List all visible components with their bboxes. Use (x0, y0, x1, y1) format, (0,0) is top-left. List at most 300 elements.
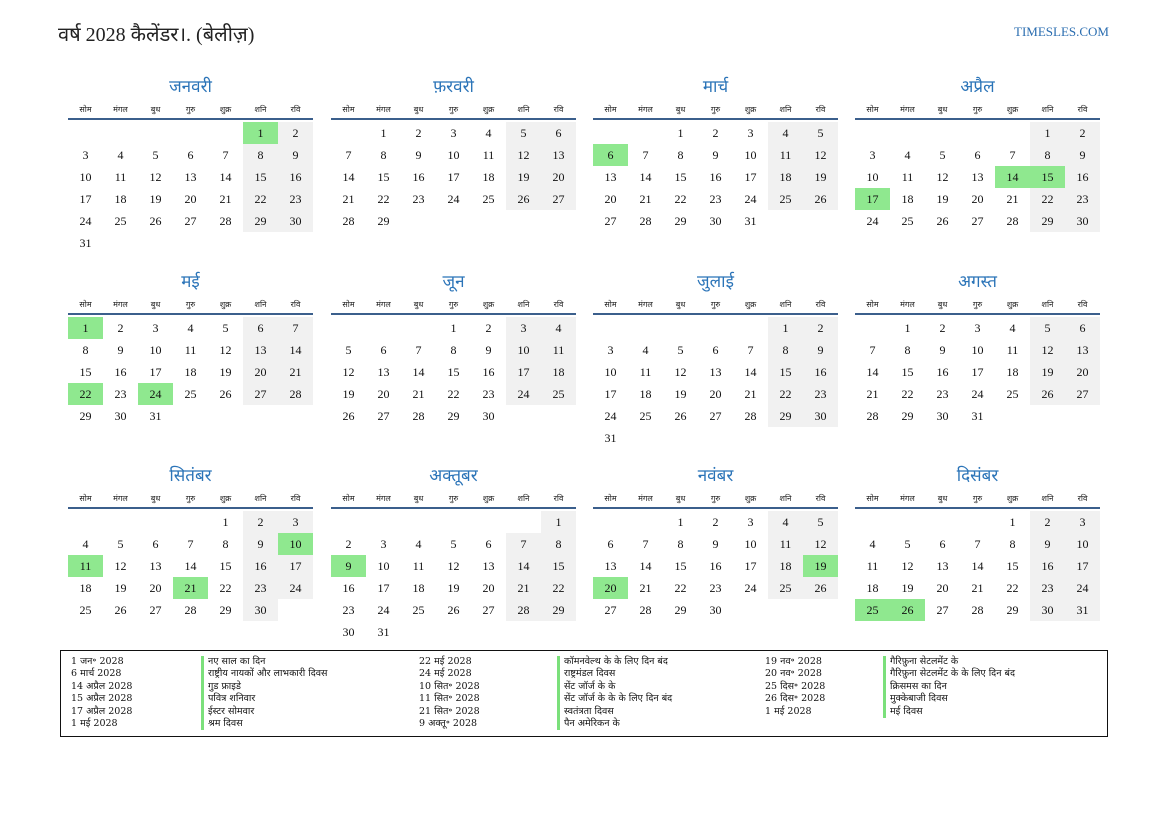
day-cell[interactable]: 26 (114, 603, 127, 617)
day-cell[interactable]: 6 (485, 537, 492, 551)
day-cell[interactable]: 14 (342, 170, 355, 184)
day-cell[interactable]: 2 (485, 321, 492, 335)
day-cell[interactable]: 12 (901, 559, 914, 573)
day-cell[interactable]: 22 (674, 581, 687, 595)
day-cell[interactable]: 21 (971, 581, 984, 595)
day-cell[interactable]: 13 (377, 365, 390, 379)
day-cell[interactable]: 5 (450, 537, 457, 551)
day-cell[interactable]: 25 (184, 387, 197, 401)
day-cell[interactable]: 6 (380, 343, 387, 357)
day-cell[interactable]: 30 (482, 409, 495, 423)
day-cell[interactable]: 27 (936, 603, 949, 617)
day-cell[interactable]: 20 (482, 581, 495, 595)
day-cell[interactable]: 5 (803, 122, 838, 144)
day-cell[interactable]: 24 (744, 192, 757, 206)
day-cell[interactable]: 11 (901, 170, 914, 184)
day-cell[interactable]: 2 (278, 122, 313, 144)
day-cell[interactable]: 6 (243, 317, 278, 339)
day-cell[interactable]: 12 (1030, 339, 1065, 361)
day-cell[interactable]: 31 (79, 236, 92, 250)
day-cell[interactable]: 3 (747, 126, 754, 140)
day-cell[interactable]: 12 (114, 559, 127, 573)
day-cell[interactable]: 21 (506, 577, 541, 599)
day-cell[interactable]: 8 (904, 343, 911, 357)
day-cell[interactable]: 22 (219, 581, 232, 595)
day-cell[interactable]: 10 (1065, 533, 1100, 555)
day-cell[interactable]: 27 (184, 214, 197, 228)
day-cell[interactable]: 14 (506, 555, 541, 577)
day-cell[interactable]: 7 (642, 148, 649, 162)
day-cell[interactable]: 12 (674, 365, 687, 379)
day-cell[interactable]: 8 (1030, 144, 1065, 166)
day-cell[interactable]: 29 (674, 603, 687, 617)
day-cell[interactable]: 25 (541, 383, 576, 405)
day-cell[interactable]: 25 (639, 409, 652, 423)
day-cell[interactable]: 7 (506, 533, 541, 555)
day-cell[interactable]: 15 (79, 365, 92, 379)
day-cell[interactable]: 26 (447, 603, 460, 617)
day-cell[interactable]: 12 (506, 144, 541, 166)
day-cell[interactable]: 6 (607, 537, 614, 551)
day-cell[interactable]: 27 (604, 603, 617, 617)
day-cell[interactable]: 14 (971, 559, 984, 573)
day-cell[interactable]: 4 (187, 321, 194, 335)
day-cell[interactable]: 5 (904, 537, 911, 551)
day-cell[interactable]: 26 (149, 214, 162, 228)
day-cell[interactable]: 19 (149, 192, 162, 206)
day-cell[interactable]: 18 (768, 166, 803, 188)
holiday-day[interactable]: 22 (68, 383, 103, 405)
holiday-day[interactable]: 24 (138, 383, 173, 405)
day-cell[interactable]: 28 (866, 409, 879, 423)
day-cell[interactable]: 14 (866, 365, 879, 379)
day-cell[interactable]: 16 (803, 361, 838, 383)
day-cell[interactable]: 15 (1006, 559, 1019, 573)
day-cell[interactable]: 9 (803, 339, 838, 361)
day-cell[interactable]: 31 (971, 409, 984, 423)
holiday-day[interactable]: 21 (173, 577, 208, 599)
day-cell[interactable]: 23 (936, 387, 949, 401)
day-cell[interactable]: 27 (149, 603, 162, 617)
day-cell[interactable]: 9 (1030, 533, 1065, 555)
day-cell[interactable]: 5 (506, 122, 541, 144)
day-cell[interactable]: 15 (219, 559, 232, 573)
day-cell[interactable]: 10 (79, 170, 92, 184)
day-cell[interactable]: 9 (712, 537, 719, 551)
day-cell[interactable]: 7 (974, 537, 981, 551)
day-cell[interactable]: 20 (604, 192, 617, 206)
day-cell[interactable]: 7 (415, 343, 422, 357)
day-cell[interactable]: 20 (377, 387, 390, 401)
day-cell[interactable]: 27 (604, 214, 617, 228)
day-cell[interactable]: 16 (243, 555, 278, 577)
day-cell[interactable]: 16 (709, 170, 722, 184)
day-cell[interactable]: 18 (1006, 365, 1019, 379)
day-cell[interactable]: 4 (904, 148, 911, 162)
day-cell[interactable]: 14 (278, 339, 313, 361)
day-cell[interactable]: 3 (152, 321, 159, 335)
day-cell[interactable]: 18 (114, 192, 127, 206)
day-cell[interactable]: 6 (974, 148, 981, 162)
day-cell[interactable]: 16 (114, 365, 127, 379)
day-cell[interactable]: 24 (447, 192, 460, 206)
day-cell[interactable]: 26 (936, 214, 949, 228)
day-cell[interactable]: 16 (936, 365, 949, 379)
day-cell[interactable]: 20 (184, 192, 197, 206)
day-cell[interactable]: 2 (803, 317, 838, 339)
day-cell[interactable]: 19 (803, 166, 838, 188)
day-cell[interactable]: 9 (1065, 144, 1100, 166)
day-cell[interactable]: 30 (278, 210, 313, 232)
day-cell[interactable]: 11 (184, 343, 197, 357)
day-cell[interactable]: 19 (1030, 361, 1065, 383)
holiday-day[interactable]: 15 (1030, 166, 1065, 188)
day-cell[interactable]: 1 (450, 321, 457, 335)
holiday-day[interactable]: 14 (995, 166, 1030, 188)
day-cell[interactable]: 21 (639, 192, 652, 206)
day-cell[interactable]: 5 (222, 321, 229, 335)
day-cell[interactable]: 25 (768, 577, 803, 599)
day-cell[interactable]: 29 (541, 599, 576, 621)
holiday-day[interactable]: 17 (855, 188, 890, 210)
day-cell[interactable]: 27 (541, 188, 576, 210)
day-cell[interactable]: 12 (803, 533, 838, 555)
day-cell[interactable]: 8 (677, 537, 684, 551)
day-cell[interactable]: 1 (380, 126, 387, 140)
day-cell[interactable]: 14 (219, 170, 232, 184)
day-cell[interactable]: 13 (541, 144, 576, 166)
day-cell[interactable]: 4 (117, 148, 124, 162)
day-cell[interactable]: 25 (79, 603, 92, 617)
day-cell[interactable]: 27 (377, 409, 390, 423)
day-cell[interactable]: 3 (278, 511, 313, 533)
day-cell[interactable]: 13 (971, 170, 984, 184)
day-cell[interactable]: 20 (243, 361, 278, 383)
day-cell[interactable]: 27 (1065, 383, 1100, 405)
day-cell[interactable]: 28 (639, 603, 652, 617)
day-cell[interactable]: 31 (1065, 599, 1100, 621)
day-cell[interactable]: 17 (744, 559, 757, 573)
day-cell[interactable]: 21 (219, 192, 232, 206)
day-cell[interactable]: 23 (709, 581, 722, 595)
day-cell[interactable]: 28 (639, 214, 652, 228)
day-cell[interactable]: 23 (412, 192, 425, 206)
day-cell[interactable]: 9 (485, 343, 492, 357)
day-cell[interactable]: 3 (747, 515, 754, 529)
day-cell[interactable]: 20 (149, 581, 162, 595)
day-cell[interactable]: 10 (744, 148, 757, 162)
day-cell[interactable]: 22 (541, 577, 576, 599)
day-cell[interactable]: 24 (604, 409, 617, 423)
day-cell[interactable]: 17 (744, 170, 757, 184)
day-cell[interactable]: 29 (1006, 603, 1019, 617)
day-cell[interactable]: 17 (1065, 555, 1100, 577)
day-cell[interactable]: 29 (768, 405, 803, 427)
day-cell[interactable]: 9 (939, 343, 946, 357)
day-cell[interactable]: 16 (1065, 166, 1100, 188)
day-cell[interactable]: 16 (412, 170, 425, 184)
day-cell[interactable]: 11 (1006, 343, 1019, 357)
day-cell[interactable]: 3 (869, 148, 876, 162)
day-cell[interactable]: 26 (219, 387, 232, 401)
day-cell[interactable]: 13 (936, 559, 949, 573)
day-cell[interactable]: 8 (768, 339, 803, 361)
day-cell[interactable]: 30 (936, 409, 949, 423)
day-cell[interactable]: 16 (709, 559, 722, 573)
day-cell[interactable]: 3 (380, 537, 387, 551)
day-cell[interactable]: 15 (674, 170, 687, 184)
day-cell[interactable]: 20 (541, 166, 576, 188)
day-cell[interactable]: 19 (506, 166, 541, 188)
day-cell[interactable]: 27 (971, 214, 984, 228)
holiday-day[interactable]: 1 (243, 122, 278, 144)
day-cell[interactable]: 15 (541, 555, 576, 577)
day-cell[interactable]: 17 (149, 365, 162, 379)
day-cell[interactable]: 15 (674, 559, 687, 573)
day-cell[interactable]: 2 (117, 321, 124, 335)
day-cell[interactable]: 4 (415, 537, 422, 551)
day-cell[interactable]: 20 (1065, 361, 1100, 383)
holiday-day[interactable]: 19 (803, 555, 838, 577)
day-cell[interactable]: 26 (1030, 383, 1065, 405)
day-cell[interactable]: 9 (712, 148, 719, 162)
day-cell[interactable]: 18 (768, 555, 803, 577)
day-cell[interactable]: 14 (744, 365, 757, 379)
day-cell[interactable]: 30 (803, 405, 838, 427)
holiday-day[interactable]: 20 (593, 577, 628, 599)
day-cell[interactable]: 4 (869, 537, 876, 551)
day-cell[interactable]: 21 (866, 387, 879, 401)
day-cell[interactable]: 3 (450, 126, 457, 140)
day-cell[interactable]: 1 (677, 126, 684, 140)
day-cell[interactable]: 8 (1009, 537, 1016, 551)
day-cell[interactable]: 30 (709, 603, 722, 617)
day-cell[interactable]: 24 (278, 577, 313, 599)
holiday-day[interactable]: 9 (331, 555, 366, 577)
day-cell[interactable]: 29 (243, 210, 278, 232)
day-cell[interactable]: 19 (901, 581, 914, 595)
day-cell[interactable]: 4 (541, 317, 576, 339)
day-cell[interactable]: 18 (901, 192, 914, 206)
day-cell[interactable]: 8 (243, 144, 278, 166)
day-cell[interactable]: 24 (79, 214, 92, 228)
day-cell[interactable]: 18 (866, 581, 879, 595)
day-cell[interactable]: 19 (936, 192, 949, 206)
day-cell[interactable]: 25 (482, 192, 495, 206)
day-cell[interactable]: 28 (342, 214, 355, 228)
day-cell[interactable]: 5 (117, 537, 124, 551)
day-cell[interactable]: 9 (278, 144, 313, 166)
day-cell[interactable]: 18 (79, 581, 92, 595)
holiday-day[interactable]: 10 (278, 533, 313, 555)
day-cell[interactable]: 20 (971, 192, 984, 206)
day-cell[interactable]: 1 (904, 321, 911, 335)
day-cell[interactable]: 4 (1009, 321, 1016, 335)
day-cell[interactable]: 25 (412, 603, 425, 617)
day-cell[interactable]: 4 (768, 511, 803, 533)
day-cell[interactable]: 23 (1065, 188, 1100, 210)
day-cell[interactable]: 10 (866, 170, 879, 184)
day-cell[interactable]: 29 (674, 214, 687, 228)
day-cell[interactable]: 8 (380, 148, 387, 162)
day-cell[interactable]: 5 (345, 343, 352, 357)
day-cell[interactable]: 16 (482, 365, 495, 379)
day-cell[interactable]: 13 (243, 339, 278, 361)
day-cell[interactable]: 11 (768, 533, 803, 555)
day-cell[interactable]: 14 (639, 170, 652, 184)
day-cell[interactable]: 27 (482, 603, 495, 617)
day-cell[interactable]: 19 (342, 387, 355, 401)
day-cell[interactable]: 19 (447, 581, 460, 595)
day-cell[interactable]: 6 (939, 537, 946, 551)
day-cell[interactable]: 29 (1030, 210, 1065, 232)
day-cell[interactable]: 22 (768, 383, 803, 405)
day-cell[interactable]: 7 (222, 148, 229, 162)
day-cell[interactable]: 3 (1065, 511, 1100, 533)
day-cell[interactable]: 28 (744, 409, 757, 423)
day-cell[interactable]: 24 (377, 603, 390, 617)
day-cell[interactable]: 30 (1030, 599, 1065, 621)
day-cell[interactable]: 17 (506, 361, 541, 383)
day-cell[interactable]: 30 (114, 409, 127, 423)
day-cell[interactable]: 7 (869, 343, 876, 357)
day-cell[interactable]: 29 (901, 409, 914, 423)
day-cell[interactable]: 7 (278, 317, 313, 339)
day-cell[interactable]: 26 (506, 188, 541, 210)
day-cell[interactable]: 16 (342, 581, 355, 595)
day-cell[interactable]: 16 (1030, 555, 1065, 577)
day-cell[interactable]: 28 (1006, 214, 1019, 228)
day-cell[interactable]: 5 (803, 511, 838, 533)
day-cell[interactable]: 20 (936, 581, 949, 595)
day-cell[interactable]: 11 (639, 365, 652, 379)
day-cell[interactable]: 31 (604, 431, 617, 445)
site-link[interactable]: TIMESLES.COM (1014, 24, 1109, 39)
day-cell[interactable]: 8 (541, 533, 576, 555)
day-cell[interactable]: 31 (744, 214, 757, 228)
day-cell[interactable]: 23 (803, 383, 838, 405)
day-cell[interactable]: 13 (482, 559, 495, 573)
day-cell[interactable]: 15 (768, 361, 803, 383)
day-cell[interactable]: 2 (939, 321, 946, 335)
day-cell[interactable]: 23 (243, 577, 278, 599)
day-cell[interactable]: 1 (1009, 515, 1016, 529)
day-cell[interactable]: 14 (184, 559, 197, 573)
day-cell[interactable]: 3 (607, 343, 614, 357)
day-cell[interactable]: 13 (149, 559, 162, 573)
day-cell[interactable]: 20 (709, 387, 722, 401)
day-cell[interactable]: 30 (709, 214, 722, 228)
day-cell[interactable]: 12 (803, 144, 838, 166)
day-cell[interactable]: 11 (482, 148, 495, 162)
day-cell[interactable]: 23 (114, 387, 127, 401)
day-cell[interactable]: 8 (82, 343, 89, 357)
day-cell[interactable]: 9 (415, 148, 422, 162)
day-cell[interactable]: 23 (342, 603, 355, 617)
day-cell[interactable]: 29 (447, 409, 460, 423)
day-cell[interactable]: 26 (342, 409, 355, 423)
day-cell[interactable]: 9 (117, 343, 124, 357)
day-cell[interactable]: 4 (642, 343, 649, 357)
day-cell[interactable]: 28 (278, 383, 313, 405)
day-cell[interactable]: 27 (709, 409, 722, 423)
day-cell[interactable]: 11 (541, 339, 576, 361)
day-cell[interactable]: 6 (187, 148, 194, 162)
day-cell[interactable]: 4 (82, 537, 89, 551)
day-cell[interactable]: 19 (674, 387, 687, 401)
day-cell[interactable]: 10 (506, 339, 541, 361)
day-cell[interactable]: 21 (412, 387, 425, 401)
day-cell[interactable]: 2 (712, 126, 719, 140)
day-cell[interactable]: 10 (744, 537, 757, 551)
day-cell[interactable]: 3 (506, 317, 541, 339)
day-cell[interactable]: 6 (152, 537, 159, 551)
day-cell[interactable]: 21 (342, 192, 355, 206)
day-cell[interactable]: 10 (971, 343, 984, 357)
day-cell[interactable]: 24 (744, 581, 757, 595)
day-cell[interactable]: 13 (709, 365, 722, 379)
day-cell[interactable]: 28 (184, 603, 197, 617)
day-cell[interactable]: 2 (1030, 511, 1065, 533)
day-cell[interactable]: 6 (541, 122, 576, 144)
day-cell[interactable]: 29 (79, 409, 92, 423)
day-cell[interactable]: 2 (712, 515, 719, 529)
day-cell[interactable]: 19 (114, 581, 127, 595)
day-cell[interactable]: 12 (342, 365, 355, 379)
day-cell[interactable]: 9 (243, 533, 278, 555)
day-cell[interactable]: 22 (243, 188, 278, 210)
day-cell[interactable]: 17 (79, 192, 92, 206)
day-cell[interactable]: 17 (447, 170, 460, 184)
day-cell[interactable]: 22 (377, 192, 390, 206)
holiday-day[interactable]: 11 (68, 555, 103, 577)
day-cell[interactable]: 17 (377, 581, 390, 595)
day-cell[interactable]: 10 (149, 343, 162, 357)
day-cell[interactable]: 25 (1006, 387, 1019, 401)
day-cell[interactable]: 21 (278, 361, 313, 383)
day-cell[interactable]: 1 (768, 317, 803, 339)
day-cell[interactable]: 3 (82, 148, 89, 162)
day-cell[interactable]: 14 (412, 365, 425, 379)
day-cell[interactable]: 15 (901, 365, 914, 379)
day-cell[interactable]: 1 (677, 515, 684, 529)
day-cell[interactable]: 23 (709, 192, 722, 206)
day-cell[interactable]: 25 (114, 214, 127, 228)
day-cell[interactable]: 2 (415, 126, 422, 140)
day-cell[interactable]: 7 (747, 343, 754, 357)
day-cell[interactable]: 18 (482, 170, 495, 184)
day-cell[interactable]: 10 (377, 559, 390, 573)
day-cell[interactable]: 15 (377, 170, 390, 184)
day-cell[interactable]: 17 (971, 365, 984, 379)
day-cell[interactable]: 13 (184, 170, 197, 184)
day-cell[interactable]: 26 (674, 409, 687, 423)
day-cell[interactable]: 23 (1030, 577, 1065, 599)
day-cell[interactable]: 30 (1065, 210, 1100, 232)
day-cell[interactable]: 18 (639, 387, 652, 401)
day-cell[interactable]: 8 (450, 343, 457, 357)
day-cell[interactable]: 6 (1065, 317, 1100, 339)
day-cell[interactable]: 4 (768, 122, 803, 144)
day-cell[interactable]: 17 (604, 387, 617, 401)
day-cell[interactable]: 31 (377, 625, 390, 639)
day-cell[interactable]: 7 (345, 148, 352, 162)
day-cell[interactable]: 24 (866, 214, 879, 228)
day-cell[interactable]: 13 (1065, 339, 1100, 361)
day-cell[interactable]: 5 (939, 148, 946, 162)
holiday-day[interactable]: 25 (855, 599, 890, 621)
day-cell[interactable]: 18 (541, 361, 576, 383)
